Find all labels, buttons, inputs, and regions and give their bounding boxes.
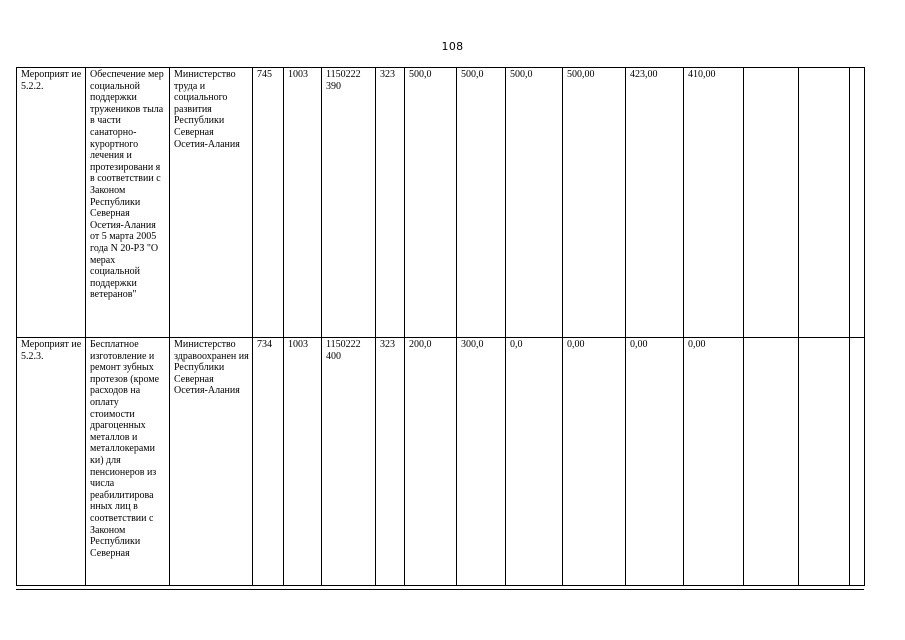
value-cell-2: 500,0	[457, 68, 506, 338]
description-cell: Бесплатное изготовление и ремонт зубных протезов (кроме расходов на оплату стоимости драгоценных металлов и металлокерами ки) для пенсионеров из числа реабилитирова нных лиц в соответствии с Законом Республики Северная	[86, 338, 170, 586]
value-cell-4: 500,00	[563, 68, 626, 338]
event-cell: Мероприят ие 5.2.2.	[17, 68, 86, 338]
event-cell: Мероприят ие 5.2.3.	[17, 338, 86, 586]
table-row	[17, 68, 865, 338]
value-cell-4: 0,00	[563, 338, 626, 586]
vr-cell: 323	[376, 338, 405, 586]
value-cell-1: 200,0	[405, 338, 457, 586]
value-cell-3: 0,0	[506, 338, 563, 586]
value-cell-1: 500,0	[405, 68, 457, 338]
value-cell-8	[799, 68, 850, 338]
value-cell-2: 300,0	[457, 338, 506, 586]
value-cell-8	[799, 338, 850, 586]
rzpr-cell: 1003	[284, 338, 322, 586]
budget-table	[16, 67, 865, 586]
value-cell-6: 410,00	[684, 68, 744, 338]
value-cell-9	[850, 68, 865, 338]
grbs-cell: 745	[253, 68, 284, 338]
csr-cell: 1150222 390	[322, 68, 376, 338]
vr-cell: 323	[376, 68, 405, 338]
description-cell: Обеспечение мер социальной поддержки тружеников тыла в части санаторно-курортного лечения и протезировани я в соответствии с Законом Республики Северная Осетия-Алания от 5 марта 2005 года N 20-РЗ "О мерах социальной поддержки ветеранов"	[86, 68, 170, 338]
value-cell-5: 0,00	[626, 338, 684, 586]
table-row	[17, 338, 865, 586]
page-number: 108	[441, 40, 464, 53]
value-cell-7	[744, 338, 799, 586]
value-cell-7	[744, 68, 799, 338]
value-cell-6: 0,00	[684, 338, 744, 586]
value-cell-3: 500,0	[506, 68, 563, 338]
value-cell-5: 423,00	[626, 68, 684, 338]
grbs-cell: 734	[253, 338, 284, 586]
executor-cell: Министерство здравоохранен ия Республики Северная Осетия-Алания	[170, 338, 253, 586]
value-cell-9	[850, 338, 865, 586]
csr-cell: 1150222 400	[322, 338, 376, 586]
rzpr-cell: 1003	[284, 68, 322, 338]
bottom-rule	[16, 589, 864, 590]
executor-cell: Министерство труда и социального развития Республики Северная Осетия-Алания	[170, 68, 253, 338]
